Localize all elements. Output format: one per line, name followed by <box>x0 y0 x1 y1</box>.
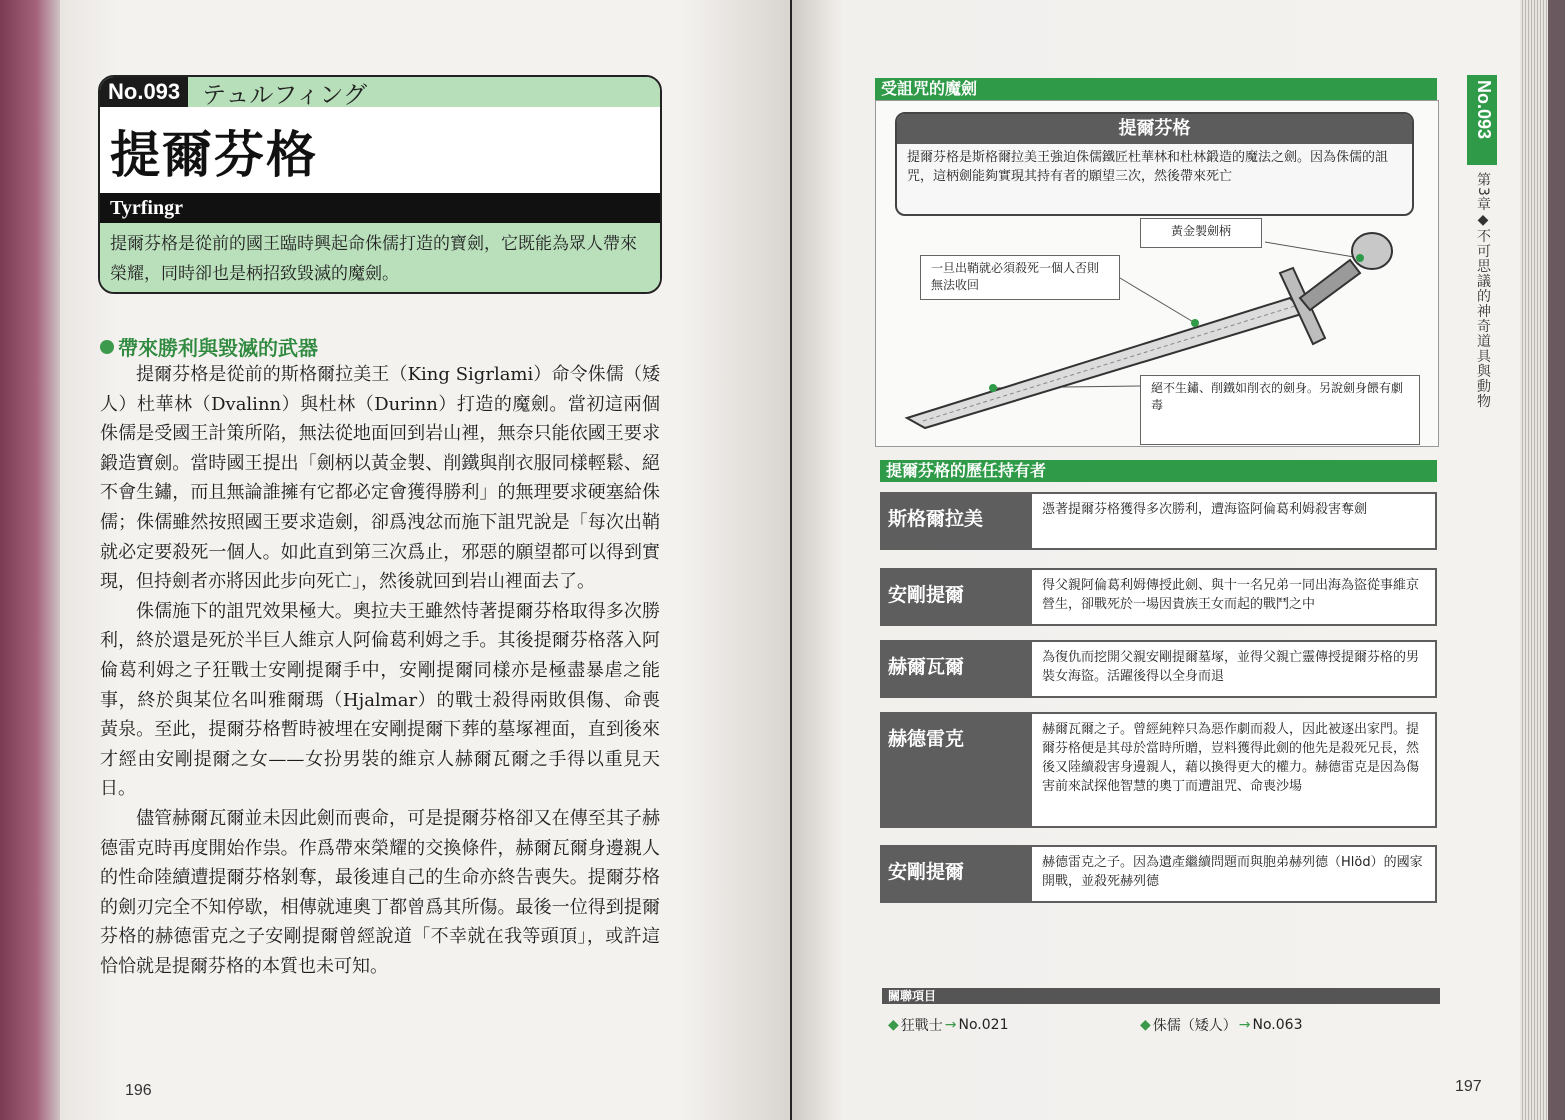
callout-hilt: 黃金製劍柄 <box>1140 218 1262 248</box>
owner-name: 赫爾瓦爾 <box>880 640 1030 698</box>
related-link[interactable] <box>1140 1015 1302 1035</box>
owner-row <box>880 640 1437 698</box>
title-bar <box>100 77 660 107</box>
body-text <box>100 360 660 981</box>
paragraph: 儘管赫爾瓦爾並未因此劍而喪命，可是提爾芬格卻又在傳至其子赫德雷克時再度開始作祟。作爲帶來榮耀的交換條件，赫爾瓦爾身邊親人的性命陸續遭提爾芬格剝奪，最後連自己的生命亦終告喪失。提爾芬格的劍刃完全不知停歇，相傳就連奧丁都曾爲其所傷。最後一位得到提爾芬格的赫德雷克之子安剛提爾曾經說道「不幸就在我等頭頂」，或許這恰恰就是提爾芬格的本質也未可知。 <box>100 807 660 977</box>
page-number-left: 196 <box>125 1082 152 1099</box>
side-chapter-label: 第3章◆不可思議的神奇道具與動物 <box>1475 172 1491 409</box>
related-label: 狂戰士 <box>900 1018 943 1034</box>
diamond-icon: ◆ <box>1140 1017 1151 1033</box>
owner-row <box>880 712 1437 828</box>
owner-row <box>880 492 1437 550</box>
book-cover-edge-right <box>1548 0 1565 1120</box>
page-title: 提爾芬格 <box>110 126 318 184</box>
bullet-dot-icon <box>100 340 114 354</box>
entry-summary: 提爾芬格是從前的國王臨時興起命侏儒打造的寶劍，它既能為眾人帶來榮耀，同時卻也是柄招致毀滅的魔劍。 <box>100 223 660 294</box>
arrow-icon: → <box>944 1017 957 1033</box>
entry-number: No.093 <box>100 77 188 107</box>
related-ref: No.021 <box>958 1017 1009 1033</box>
owner-row <box>880 568 1437 626</box>
owner-row <box>880 845 1437 903</box>
related-ref: No.063 <box>1252 1017 1303 1033</box>
owner-name: 安剛提爾 <box>880 568 1030 626</box>
owner-desc: 憑著提爾芬格獲得多次勝利，遭海盜阿倫葛利姆殺害奪劍 <box>1030 492 1437 550</box>
definition-box <box>895 112 1414 216</box>
section-bar-owners: 提爾芬格的歷任持有者 <box>880 460 1437 482</box>
definition-title: 提爾芬格 <box>897 114 1412 144</box>
arrow-icon: → <box>1238 1017 1251 1033</box>
diamond-icon: ◆ <box>888 1017 899 1033</box>
owner-desc: 為復仇而挖開父親安剛提爾墓塚，並得父親亡靈傳授提爾芬格的男裝女海盜。活躍後得以全身而退 <box>1030 640 1437 698</box>
latin-name: Tyrfingr <box>100 193 660 223</box>
entry-kana: テュルフィング <box>202 80 368 109</box>
definition-text: 提爾芬格是斯格爾拉美王強迫侏儒鐵匠杜華林和杜林鍛造的魔法之劍。因為侏儒的詛咒，這柄劍能夠實現其持有者的願望三次，然後帶來死亡 <box>907 150 1389 184</box>
related-bar <box>882 988 1440 1004</box>
owner-desc: 得父親阿倫葛利姆傳授此劍、與十一名兄弟一同出海為盜從事維京營生，卻戰死於一場因貴族王女而起的戰鬥之中 <box>1030 568 1437 626</box>
related-link[interactable] <box>888 1015 1008 1035</box>
callout-blade: 絕不生鏽、削鐵如削衣的劍身。另說劍身餵有劇毒 <box>1140 375 1420 445</box>
paragraph: 侏儒施下的詛咒效果極大。奧拉夫王雖然恃著提爾芬格取得多次勝利，終於還是死於半巨人維京人阿倫葛利姆之手。其後提爾芬格落入阿倫葛利姆之子狂戰士安剛提爾手中，安剛提爾同樣亦是極盡暴虐之能事，終於與某位名叫雅爾瑪（Hjalmar）的戰士殺得兩敗俱傷、命喪黃泉。至此，提爾芬格暫時被埋在安剛提爾下葬的墓塚裡面，直到後來才經由安剛提爾之女——女扮男裝的維京人赫爾瓦爾之手得以重見天日。 <box>100 600 660 800</box>
owner-desc: 赫德雷克之子。因為遺產繼續問題而與胞弟赫列德（Hlöd）的國家開戰，並殺死赫列德 <box>1030 845 1437 903</box>
section-heading <box>100 332 318 361</box>
callout-draw-curse: 一旦出鞘就必須殺死一個人否則無法收回 <box>920 255 1120 300</box>
related-title: 關聯項目 <box>888 989 937 1003</box>
paragraph: 提爾芬格是從前的斯格爾拉美王（King Sigrlami）命令侏儒（矮人）杜華林（Dvalinn）與杜林（Durinn）打造的魔劍。當初這兩個侏儒是受國王計策所陷，無法從地面回到岩山裡，無奈只能依國王要求鍛造寶劍。當時國王提出「劍柄以黃金製、削鐵與削衣服同樣輕鬆、絕不會生鏽，而且無論誰擁有它都必定會獲得勝利」的無理要求硬塞給侏儒；侏儒雖然按照國王要求造劍，卻爲洩忿而施下詛咒說是「每次出鞘就必定要殺死一個人。如此直到第三次爲止，邪惡的願望都可以得到實現，但持劍者亦將因此步向死亡」，然後就回到岩山裡面去了。 <box>100 364 660 593</box>
book-cover-edge-left <box>0 0 60 1120</box>
owner-desc: 赫爾瓦爾之子。曾經純粹只為惡作劇而殺人，因此被逐出家門。提爾芬格便是其母於當時所贈，豈料獲得此劍的他先是殺死兄長，然後又陸續殺害身邊親人，藉以換得更大的權力。赫德雷克是因為傷害前來試探他智慧的奧丁而遭詛咒、命喪沙場 <box>1030 712 1437 828</box>
related-label: 侏儒（矮人） <box>1152 1018 1237 1034</box>
section-heading-text: 帶來勝利與毀滅的武器 <box>118 336 318 360</box>
owner-name: 安剛提爾 <box>880 845 1030 903</box>
side-entry-number: No.093 <box>1474 80 1494 140</box>
section-bar-cursed-sword: 受詛咒的魔劍 <box>875 78 1437 100</box>
page-number-right: 197 <box>1455 1078 1482 1095</box>
owner-name: 斯格爾拉美 <box>880 492 1030 550</box>
owner-name: 赫德雷克 <box>880 712 1030 828</box>
entry-title-box <box>98 75 662 294</box>
